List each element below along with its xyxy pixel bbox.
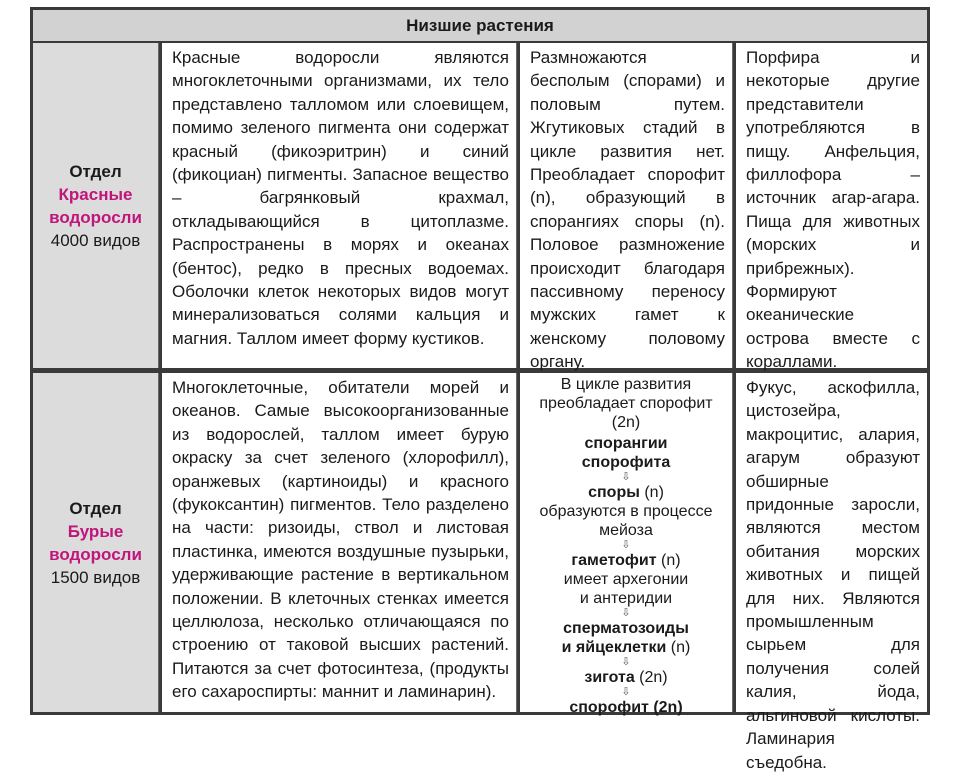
usage-cell <box>733 43 927 372</box>
stage-sporangia: спорангии <box>584 435 668 452</box>
down-arrow-icon: ⇩ <box>621 686 631 698</box>
stage-spores-note: образуются в процессе <box>539 503 713 520</box>
down-arrow-icon: ⇩ <box>621 656 631 668</box>
stage-sporophyte: спорофит (2n) <box>569 699 683 716</box>
down-arrow-icon: ⇩ <box>621 607 631 619</box>
description-cell <box>159 373 517 712</box>
stage-gametophyte-note: имеет архегонии <box>563 571 689 588</box>
department-name-line1: Красные <box>58 184 133 204</box>
stage-gametophyte-note-line2: и антеридии <box>579 590 673 607</box>
department-cell <box>33 373 159 712</box>
usage-text: Порфира и некоторые другие представители употребляются в пищу. Анфельция, филлофора – источник агар-агара. Пища для животных (морских и прибрежных). Формируют океанические острова вместе с кораллами. <box>746 48 920 372</box>
species-count: 4000 видов <box>50 230 141 250</box>
department-name-line2: водоросли <box>49 544 142 564</box>
department-name-line1: Бурые <box>67 521 124 541</box>
life-cycle-cell <box>517 373 733 716</box>
description-text: Красные водоросли являются многоклеточными организмами, их тело представлено талломом или слоевищем, помимо зеленого пигмента они содержат красный (фикоэритрин) и синий (фикоциан) пигменты. Запасное вещество – багрянковый крахмал, откладывающийся в цитоплазме. Распространены в морях и океанах (бентос), редко в пресных водоемах. Оболочки клеток некоторых видов могут минерализоваться солями кальция и магния. Таллом имеет форму кустиков. <box>172 48 509 348</box>
down-arrow-icon: ⇩ <box>621 539 631 551</box>
stage-spores-ploidy: (n) <box>639 484 664 501</box>
usage-cell <box>733 373 927 772</box>
down-arrow-icon: ⇩ <box>621 471 631 483</box>
table-header: Низшие растения <box>33 10 927 43</box>
stage-spores: споры <box>588 484 640 501</box>
stage-eggs: и яйцеклетки <box>561 639 667 656</box>
description-cell <box>159 43 517 368</box>
stage-gametophyte-ploidy: (n) <box>656 552 681 569</box>
stage-sporangia-line2: спорофита <box>581 454 671 471</box>
stage-sperm: сперматозоиды <box>563 620 689 637</box>
stage-zygote-ploidy: (2n) <box>634 669 668 686</box>
life-cycle-lead: В цикле развития преобладает спорофит (2n) <box>539 376 713 431</box>
table-row-brown-algae <box>33 373 927 772</box>
department-label: Отдел <box>69 161 122 181</box>
description-text: Многоклеточные, обитатели морей и океанов. Самые высокоорганизованные из водорослей, таллом имеет бурую окраску за счет зеленого (хлорофилл), оранжевых (картиноиды) и красного (фукоксантин) пигментов. Тело разделено на части: ризоиды, ствол и листовая пластинка, имеются воздушные пузырьки, удерживающие растение в вертикальном положении. В клеточных стенках имеется целлюлоза, несколько отличающаяся по строению от таковой высших растений. Питаются за счет фотосинтеза, (продукты его сахароспирты: маннит и ламинарин). <box>172 378 509 702</box>
table-row-red-algae <box>33 43 927 373</box>
life-cycle-diagram <box>520 373 732 717</box>
usage-text: Фукус, аскофилла, цистозейра, макроцитис, алария, агарум образуют обширные придонные заросли, являются местом обитания морских животных и пищей для них. Являются промышленным сырьем для получения солей калия, йода, альгиновой кислоты. Ламинария съедобна. <box>746 378 920 772</box>
department-label: Отдел <box>69 498 122 518</box>
reproduction-cell <box>517 43 733 372</box>
stage-gametophyte: гаметофит <box>571 552 657 569</box>
lower-plants-table <box>30 7 930 772</box>
species-count: 1500 видов <box>50 567 141 587</box>
reproduction-text: Размножаются бесполым (спорами) и половым путем. Жгутиковых стадий в цикле развития нет. Преобладает спорофит (n), образующий в спорангиях споры (n). Половое размножение происходит благодаря пассивному переносу мужских гамет к женскому половому органу. <box>530 48 725 372</box>
stage-spores-note-line2: мейоза <box>599 522 653 539</box>
stage-gametes-ploidy: (n) <box>666 639 691 656</box>
stage-zygote: зигота <box>584 669 635 686</box>
department-cell <box>33 43 159 368</box>
department-name-line2: водоросли <box>49 207 142 227</box>
